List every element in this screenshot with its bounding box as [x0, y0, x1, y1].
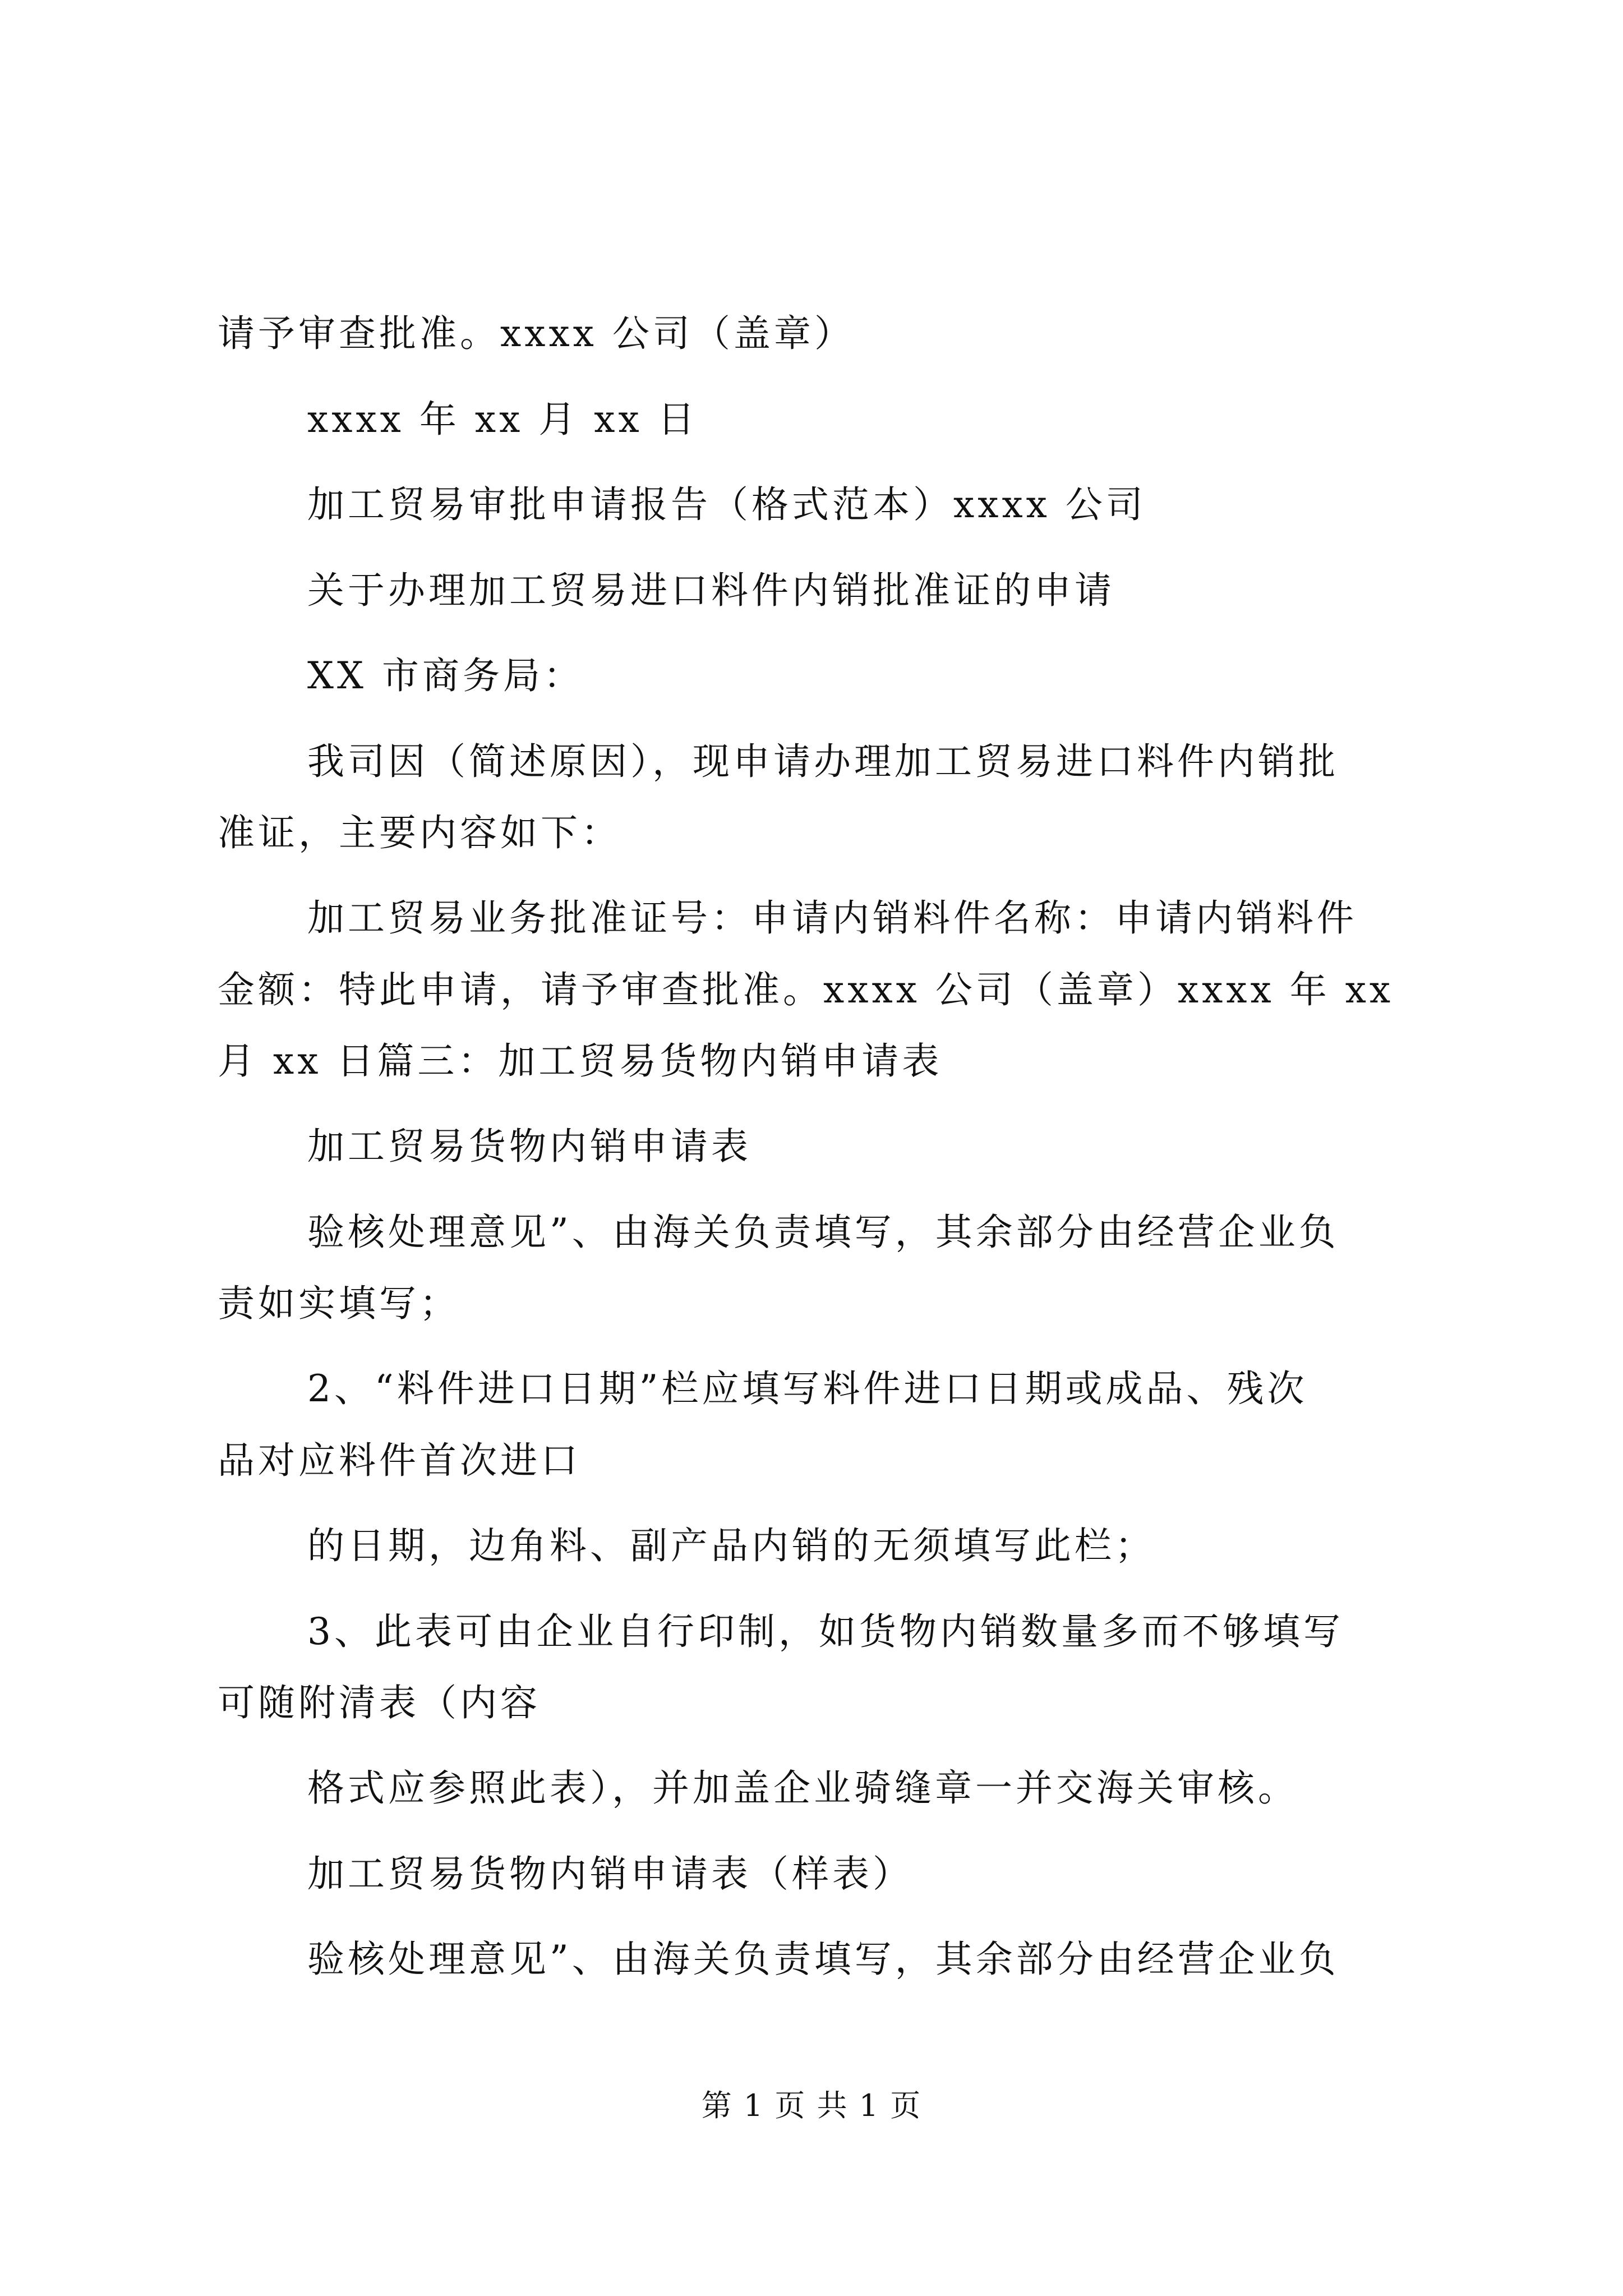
text-line: 责如实填写；	[218, 1282, 460, 1325]
text-line: 的日期，边角料、副产品内销的无须填写此栏；	[307, 1524, 1155, 1567]
text-line: 加工贸易货物内销申请表（样表）	[307, 1852, 913, 1895]
text-line: 2、“料件进口日期”栏应填写料件进口日期或成品、残次	[307, 1367, 1308, 1410]
text-line: xxxx 年 xx 月 xx 日	[307, 398, 698, 441]
text-line: 验核处理意见”、由海关负责填写，其余部分由经营企业负	[307, 1938, 1339, 1981]
page-number-footer: 第 1 页 共 1 页	[701, 2088, 922, 2123]
text-line: 准证，主要内容如下：	[218, 811, 621, 854]
text-line: 加工贸易货物内销申请表	[307, 1125, 751, 1168]
text-line: 品对应料件首次进口	[218, 1439, 581, 1482]
text-line: XX 市商务局：	[307, 654, 584, 697]
text-line: 加工贸易审批申请报告（格式范本）xxxx 公司	[307, 483, 1146, 526]
text-line: 请予审查批准。xxxx 公司（盖章）	[218, 312, 855, 355]
text-line: 验核处理意见”、由海关负责填写，其余部分由经营企业负	[307, 1211, 1339, 1254]
text-line: 3、此表可由企业自行印制，如货物内销数量多而不够填写	[307, 1610, 1344, 1653]
text-line: 可随附清表（内容	[218, 1681, 541, 1724]
text-line: 格式应参照此表），并加盖企业骑缝章一并交海关审核。	[307, 1766, 1298, 1810]
text-line: 加工贸易业务批准证号：申请内销料件名称：申请内销料件	[307, 896, 1357, 940]
text-line: 我司因（简述原因），现申请办理加工贸易进口料件内销批	[307, 740, 1339, 783]
text-line: 关于办理加工贸易进口料件内销批准证的申请	[307, 569, 1115, 612]
text-line: 月 xx 日篇三：加工贸易货物内销申请表	[218, 1039, 943, 1083]
text-line: 金额：特此申请，请予审查批准。xxxx 公司（盖章）xxxx 年 xx	[218, 968, 1394, 1011]
